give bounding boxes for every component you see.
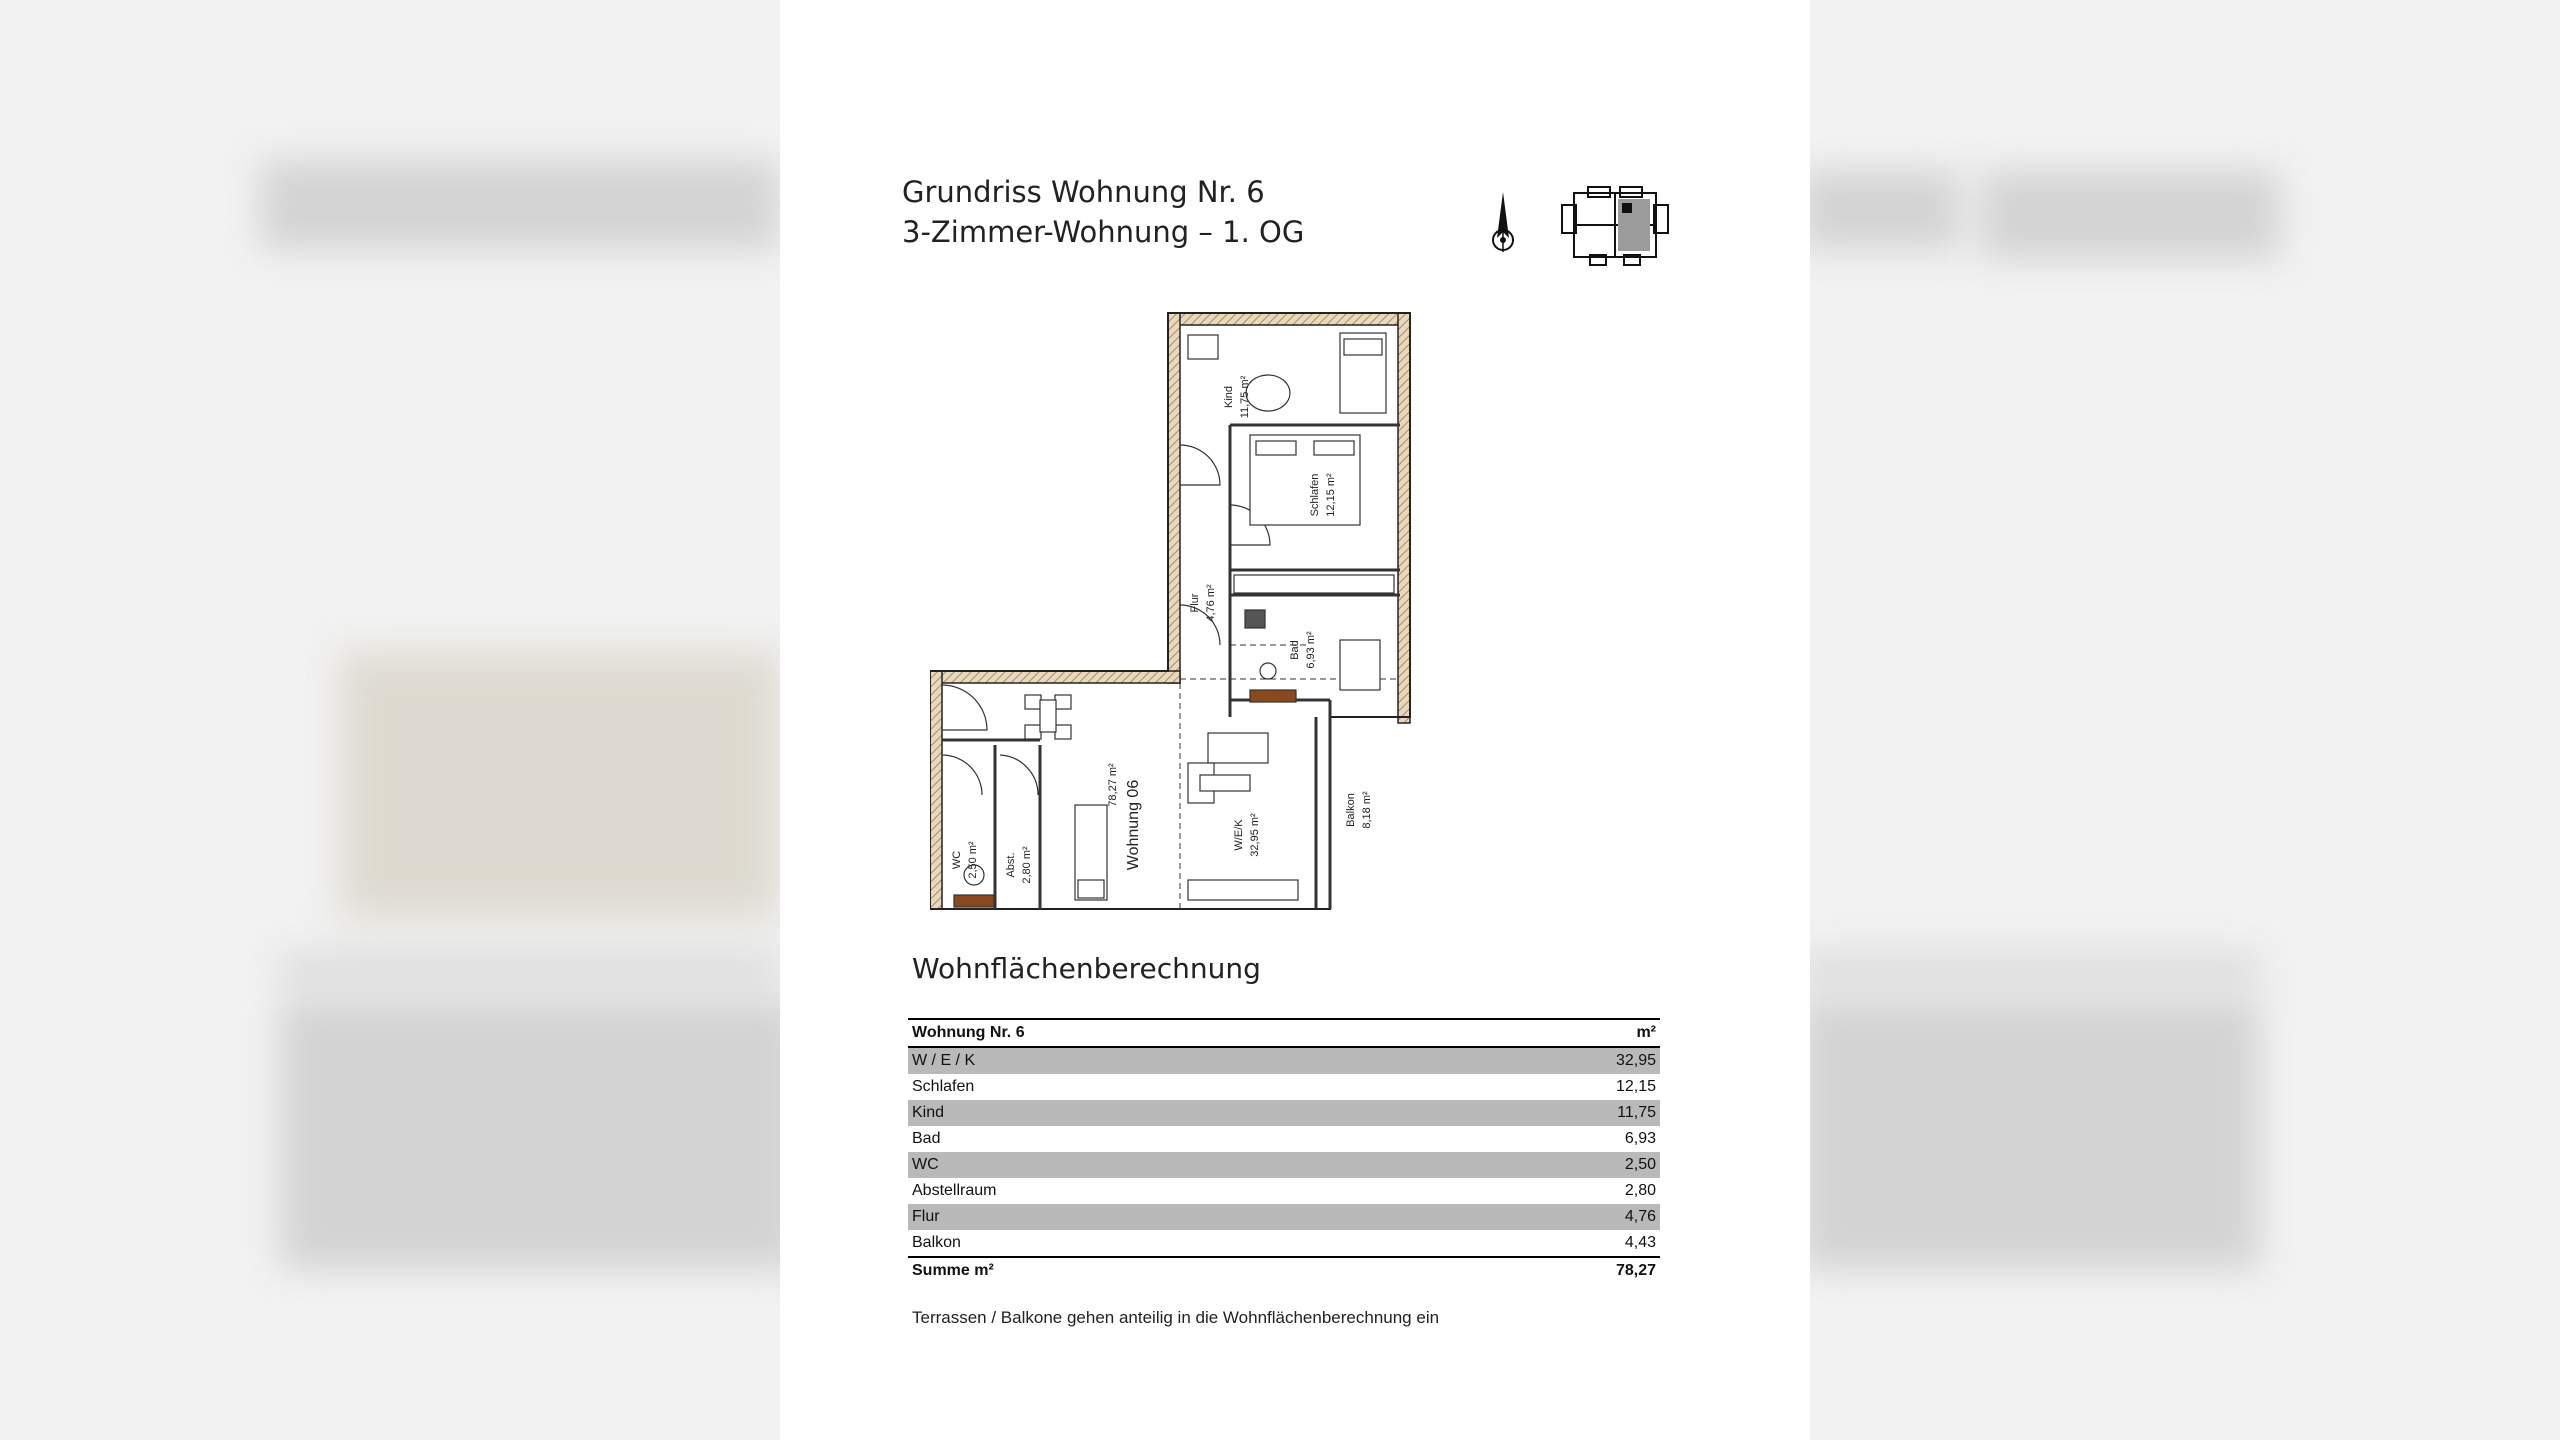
page-title — [902, 172, 1304, 252]
room-label-wek: W/E/K — [1233, 819, 1245, 851]
footnote: Terrassen / Balkone gehen anteilig in die Wohnflächenberechnung ein — [912, 1308, 1440, 1327]
table-row — [908, 1100, 1660, 1126]
room-area-balkon: 8,18 m² — [1361, 791, 1373, 829]
blurred-strip — [1800, 950, 2260, 990]
row-name: Schlafen — [912, 1078, 975, 1095]
table-row — [908, 1230, 1660, 1257]
row-value: 32,95 — [1446, 1047, 1660, 1074]
row-value: 2,50 — [1446, 1152, 1660, 1178]
row-value: 4,43 — [1624, 1234, 1656, 1251]
building-key-plan-icon — [1560, 185, 1670, 267]
room-area-abst: 2,80 m² — [1021, 846, 1033, 884]
row-name: WC — [908, 1152, 1446, 1178]
header-unit-name: Wohnung Nr. 6 — [908, 1019, 1446, 1047]
table-row — [908, 1204, 1660, 1230]
total-value: 78,27 — [1446, 1257, 1660, 1284]
title-line-2: 3-Zimmer-Wohnung – 1. OG — [902, 215, 1305, 249]
row-value: 12,15 — [1615, 1078, 1656, 1095]
table-row — [908, 1074, 1660, 1100]
table-header-row — [908, 1019, 1660, 1047]
table-row — [908, 1047, 1660, 1074]
row-value: 11,75 — [1446, 1100, 1660, 1126]
row-name: Balkon — [912, 1234, 961, 1251]
row-value: 2,80 — [1624, 1182, 1656, 1199]
row-name: Abstellraum — [912, 1182, 997, 1199]
room-area-wc: 2,50 m² — [967, 841, 979, 879]
room-area-wek: 32,95 m² — [1249, 813, 1261, 857]
document-sheet — [780, 0, 1810, 1440]
table-total-row — [908, 1257, 1660, 1284]
room-area-bad: 6,93 m² — [1305, 631, 1317, 669]
room-label-kind: Kind — [1223, 385, 1235, 409]
row-value: 4,76 — [1446, 1204, 1660, 1230]
blurred-table — [1800, 1000, 2260, 1270]
room-label-bad: Bad — [1289, 640, 1301, 660]
row-name: Bad — [912, 1130, 941, 1147]
total-label: Summe m² — [908, 1257, 1446, 1284]
blurred-plan — [340, 650, 780, 920]
room-label-schlafen: Schlafen — [1309, 473, 1321, 517]
room-label-abst: Abst. — [1005, 852, 1017, 878]
blurred-title — [260, 160, 780, 250]
blurred-keyplan — [1980, 170, 2280, 260]
row-name: Kind — [908, 1100, 1446, 1126]
room-area-kind: 11,75 m² — [1239, 375, 1251, 419]
row-value: 6,93 — [1624, 1130, 1656, 1147]
exterior-walls — [930, 313, 1410, 909]
room-label-wc: WC — [951, 850, 963, 870]
room-area-schlafen: 12,15 m² — [1325, 473, 1337, 517]
blurred-title — [1800, 170, 1960, 250]
room-area-flur: 4,76 m² — [1205, 584, 1217, 622]
title-line-1: Grundriss Wohnung Nr. 6 — [902, 175, 1265, 209]
row-name: Flur — [908, 1204, 1446, 1230]
floor-plan — [930, 305, 1450, 915]
table-row — [908, 1152, 1660, 1178]
unit-area-label: 78,27 m² — [1107, 763, 1119, 807]
blurred-strip — [280, 950, 780, 990]
north-arrow-icon — [1485, 190, 1521, 260]
row-name: W / E / K — [908, 1047, 1446, 1074]
room-label-flur: Flur — [1189, 593, 1201, 613]
area-calculation-table — [908, 1018, 1660, 1284]
table-row — [908, 1126, 1660, 1152]
room-label-balkon: Balkon — [1345, 793, 1357, 827]
header-unit: m² — [1446, 1019, 1660, 1047]
area-calculation-title: Wohnflächenberechnung — [912, 952, 1261, 985]
blurred-table — [280, 1000, 800, 1270]
unit-name-label: Wohnung 06 — [1125, 779, 1142, 871]
table-row — [908, 1178, 1660, 1204]
